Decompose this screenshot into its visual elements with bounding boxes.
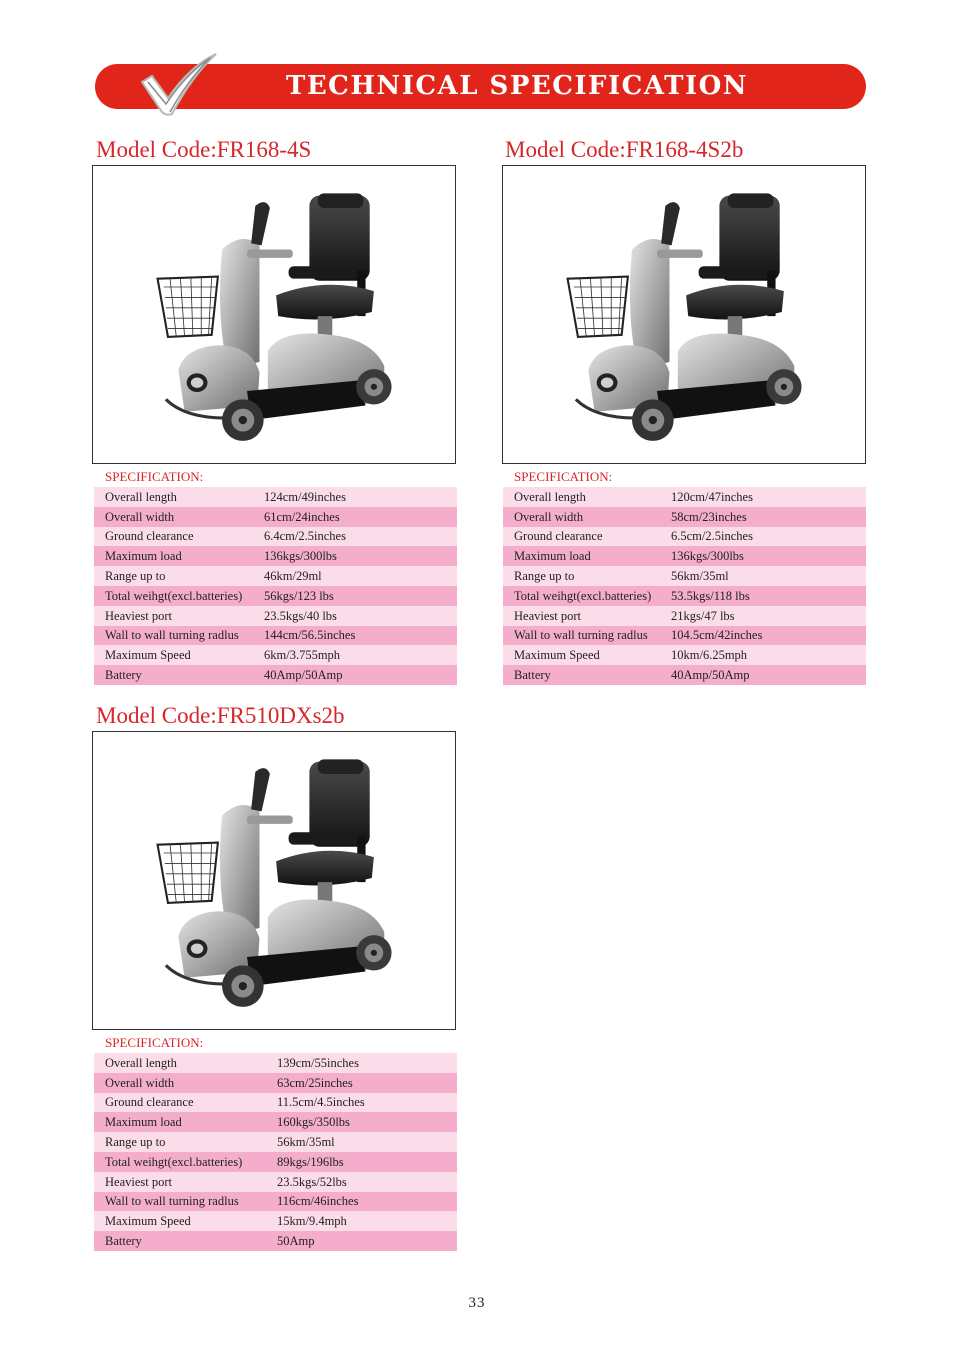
mobility-scooter-icon xyxy=(93,166,455,463)
page-title: TECHNICAL SPECIFICATION xyxy=(286,71,749,101)
spec-value: 40Amp/50Amp xyxy=(253,665,457,685)
spec-name: Maximum load xyxy=(94,546,253,566)
model-code-title: Model Code:FR168-4S2b xyxy=(505,137,744,162)
table-row xyxy=(503,527,866,547)
table-row xyxy=(94,546,457,566)
spec-name: Heaviest port xyxy=(94,606,253,626)
page-number: 33 xyxy=(468,1295,486,1311)
spec-name: Range up to xyxy=(94,1132,266,1152)
spec-value: 23.5kgs/40 lbs xyxy=(253,606,457,626)
spec-name: Ground clearance xyxy=(94,527,253,547)
spec-value: 120cm/47inches xyxy=(660,487,866,507)
spec-name: Maximum load xyxy=(94,1112,266,1132)
spec-name: Wall to wall turning radlus xyxy=(503,626,660,646)
product-photo xyxy=(92,165,456,464)
spec-value: 6.5cm/2.5inches xyxy=(660,527,866,547)
spec-value: 63cm/25inches xyxy=(266,1073,457,1093)
spec-name: Overall width xyxy=(94,507,253,527)
table-row xyxy=(503,645,866,665)
spec-value: 58cm/23inches xyxy=(660,507,866,527)
table-row xyxy=(94,527,457,547)
product-photo xyxy=(92,731,456,1030)
spec-name: Total weihgt(excl.batteries) xyxy=(503,586,660,606)
spec-value: 89kgs/196lbs xyxy=(266,1152,457,1172)
specification-label: SPECIFICATION: xyxy=(514,469,613,484)
spec-value: 144cm/56.5inches xyxy=(253,626,457,646)
spec-table xyxy=(94,487,457,685)
spec-value: 21kgs/47 lbs xyxy=(660,606,866,626)
table-row xyxy=(94,586,457,606)
table-row xyxy=(503,566,866,586)
table-row xyxy=(94,1172,457,1192)
table-row xyxy=(94,1112,457,1132)
specification-label: SPECIFICATION: xyxy=(105,469,204,484)
spec-table xyxy=(94,1053,457,1251)
spec-value: 40Amp/50Amp xyxy=(660,665,866,685)
spec-name: Heaviest port xyxy=(94,1172,266,1192)
spec-value: 116cm/46inches xyxy=(266,1192,457,1212)
table-row xyxy=(503,626,866,646)
spec-name: Wall to wall turning radlus xyxy=(94,626,253,646)
mobility-scooter-icon xyxy=(503,166,865,463)
spec-value: 139cm/55inches xyxy=(266,1053,457,1073)
spec-value: 11.5cm/4.5inches xyxy=(266,1093,457,1113)
spec-name: Overall width xyxy=(94,1073,266,1093)
spec-name: Ground clearance xyxy=(503,527,660,547)
table-row xyxy=(94,606,457,626)
mobility-scooter-icon xyxy=(93,732,455,1029)
spec-name: Wall to wall turning radlus xyxy=(94,1192,266,1212)
spec-value: 160kgs/350lbs xyxy=(266,1112,457,1132)
spec-name: Overall width xyxy=(503,507,660,527)
spec-name: Overall length xyxy=(94,1053,266,1073)
table-row xyxy=(94,1211,457,1231)
model-code-title: Model Code:FR510DXs2b xyxy=(96,703,345,728)
product-photo xyxy=(502,165,866,464)
table-row xyxy=(94,507,457,527)
spec-name: Battery xyxy=(503,665,660,685)
table-row xyxy=(503,606,866,626)
spec-name: Battery xyxy=(94,665,253,685)
spec-name: Maximum Speed xyxy=(503,645,660,665)
spec-name: Ground clearance xyxy=(94,1093,266,1113)
model-code-title: Model Code:FR168-4S xyxy=(96,137,312,162)
table-row xyxy=(94,1231,457,1251)
spec-name: Total weihgt(excl.batteries) xyxy=(94,1152,266,1172)
spec-value: 104.5cm/42inches xyxy=(660,626,866,646)
table-row xyxy=(94,665,457,685)
spec-name: Range up to xyxy=(94,566,253,586)
spec-value: 23.5kgs/52lbs xyxy=(266,1172,457,1192)
spec-value: 46km/29ml xyxy=(253,566,457,586)
spec-value: 56km/35ml xyxy=(266,1132,457,1152)
table-row xyxy=(503,586,866,606)
spec-value: 50Amp xyxy=(266,1231,457,1251)
spec-value: 136kgs/300lbs xyxy=(253,546,457,566)
table-row xyxy=(94,1053,457,1073)
spec-name: Battery xyxy=(94,1231,266,1251)
table-row xyxy=(94,566,457,586)
spec-value: 6km/3.755mph xyxy=(253,645,457,665)
table-row xyxy=(94,1192,457,1212)
spec-value: 56kgs/123 lbs xyxy=(253,586,457,606)
spec-name: Heaviest port xyxy=(503,606,660,626)
spec-value: 124cm/49inches xyxy=(253,487,457,507)
table-row xyxy=(94,1132,457,1152)
table-row xyxy=(94,626,457,646)
table-row xyxy=(94,1152,457,1172)
spec-table xyxy=(503,487,866,685)
spec-name: Maximum load xyxy=(503,546,660,566)
spec-name: Total weihgt(excl.batteries) xyxy=(94,586,253,606)
table-row xyxy=(503,487,866,507)
table-row xyxy=(94,1093,457,1113)
table-row xyxy=(94,645,457,665)
spec-value: 10km/6.25mph xyxy=(660,645,866,665)
spec-name: Overall length xyxy=(503,487,660,507)
spec-value: 6.4cm/2.5inches xyxy=(253,527,457,547)
spec-name: Maximum Speed xyxy=(94,645,253,665)
specification-label: SPECIFICATION: xyxy=(105,1035,204,1050)
spec-name: Overall length xyxy=(94,487,253,507)
table-row xyxy=(94,487,457,507)
spec-name: Maximum Speed xyxy=(94,1211,266,1231)
spec-value: 61cm/24inches xyxy=(253,507,457,527)
spec-value: 53.5kgs/118 lbs xyxy=(660,586,866,606)
spec-value: 15km/9.4mph xyxy=(266,1211,457,1231)
table-row xyxy=(503,507,866,527)
spec-value: 56km/35ml xyxy=(660,566,866,586)
table-row xyxy=(503,665,866,685)
table-row xyxy=(94,1073,457,1093)
table-row xyxy=(503,546,866,566)
spec-name: Range up to xyxy=(503,566,660,586)
checkmark-icon xyxy=(138,52,220,118)
spec-value: 136kgs/300lbs xyxy=(660,546,866,566)
